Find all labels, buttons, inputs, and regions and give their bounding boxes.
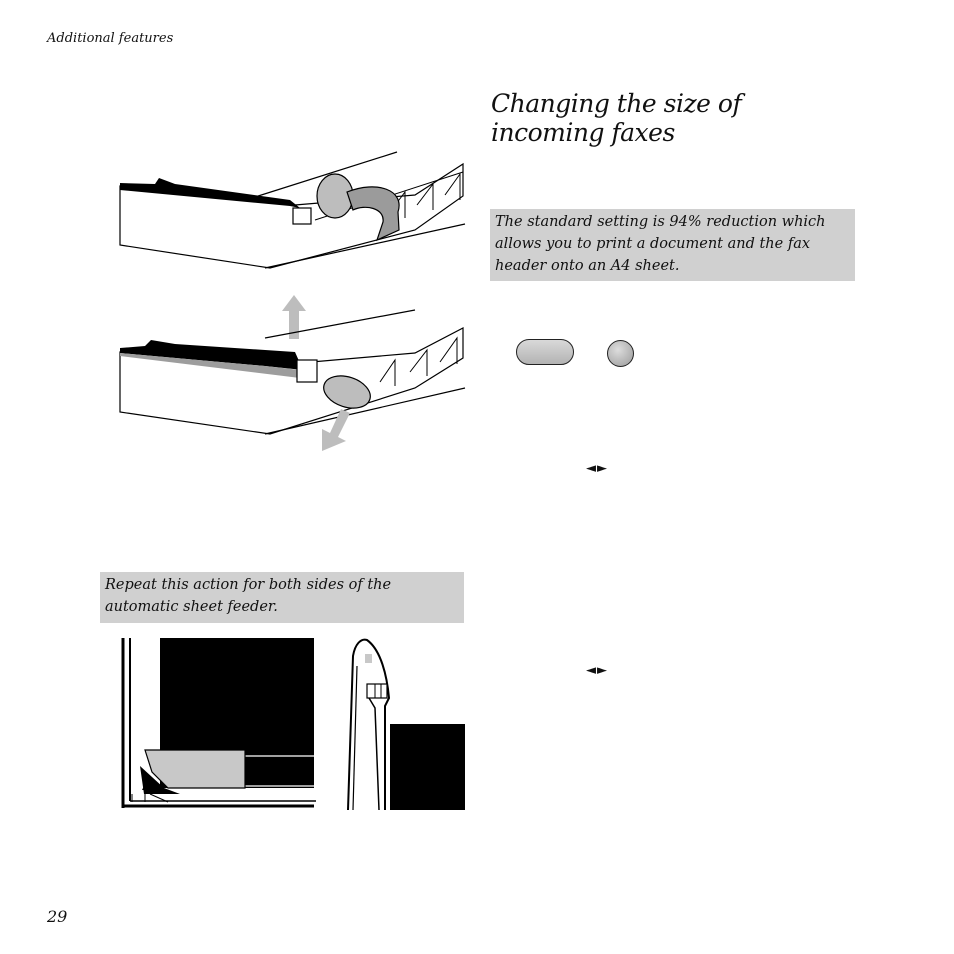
note-repeat-both-sides: Repeat this action for both sides of the automatic sheet feeder. (100, 572, 464, 623)
feeder-detail-side-illustration (345, 636, 465, 810)
feeder-lever-rotate-illustration (115, 150, 470, 275)
running-header: Additional features (47, 31, 174, 46)
section-title: Changing the size of incoming faxes (491, 89, 742, 147)
note-standard-setting: The standard setting is 94% reduction which allows you to print a document and the fax header onto an A4 sheet. (490, 209, 855, 281)
page-number: 29 (47, 907, 68, 926)
round-key-icon (607, 340, 634, 367)
down-arrow-icon (318, 407, 354, 453)
feeder-detail-front-illustration (120, 636, 316, 810)
feeder-lever-lowered-illustration (115, 308, 470, 436)
left-right-arrow-keys-icon: ◄► (586, 461, 608, 476)
left-right-arrow-keys-icon: ◄► (586, 663, 608, 678)
function-key-icon (516, 339, 574, 365)
